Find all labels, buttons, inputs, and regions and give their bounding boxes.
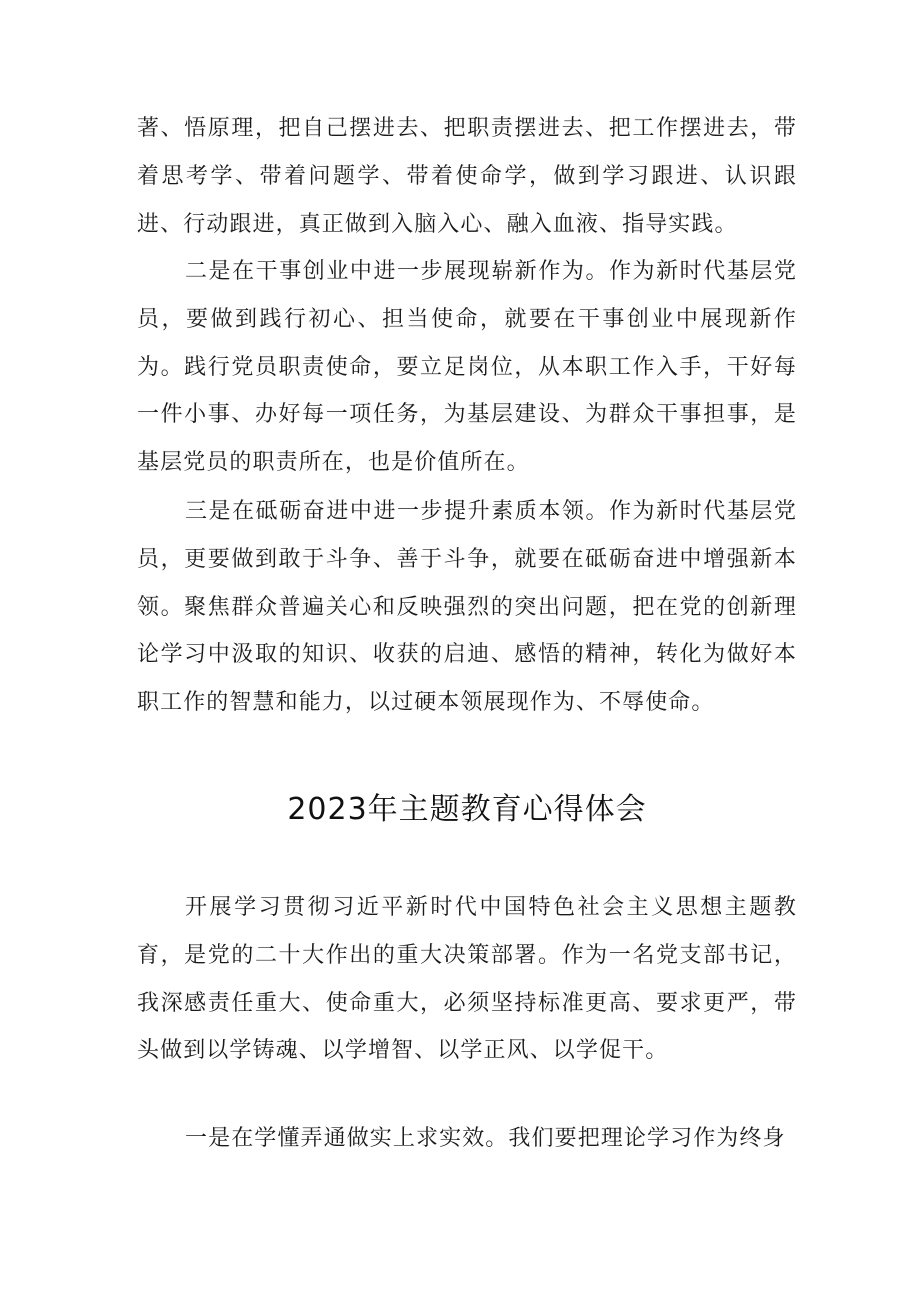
paragraph-point-two: 二是在干事创业中进一步展现崭新作为。作为新时代基层党员，要做到践行初心、担当使命，就要在干事创业中展现新作为。践行党员职责使命，要立足岗位，从本职工作入手，干好每一件小事、办好每一项任务，为基层建设、为群众干事担事，是基层党员的职责所在，也是价值所在。 [137, 259, 797, 476]
paragraph-intro: 开展学习贯彻习近平新时代中国特色社会主义思想主题教育，是党的二十大作出的重大决策部署。作为一名党支部书记，我深感责任重大、使命重大，必须坚持标准更高、要求更严，带头做到以学铸魂、以学增智、以学正风、以学促干。 [137, 895, 797, 1064]
paragraph-continuation: 著、悟原理，把自己摆进去、把职责摆进去、把工作摆进去，带着思考学、带着问题学、带着使命学，做到学习跟进、认识跟进、行动跟进，真正做到入脑入心、融入血液、指导实践。 [137, 116, 797, 237]
paragraph-point-three: 三是在砥砺奋进中进一步提升素质本领。作为新时代基层党员，更要做到敢于斗争、善于斗争，就要在砥砺奋进中增强新本领。聚焦群众普遍关心和反映强烈的突出问题，把在党的创新理论学习中汲取的知识、收获的启迪、感悟的精神，转化为做好本职工作的智慧和能力，以过硬本领展现作为、不辱使命。 [137, 499, 797, 716]
paragraph-point-one: 一是在学懂弄通做实上求实效。我们要把理论学习作为终身 [185, 1126, 786, 1151]
section-title: 2023年主题教育心得体会 [287, 792, 647, 827]
